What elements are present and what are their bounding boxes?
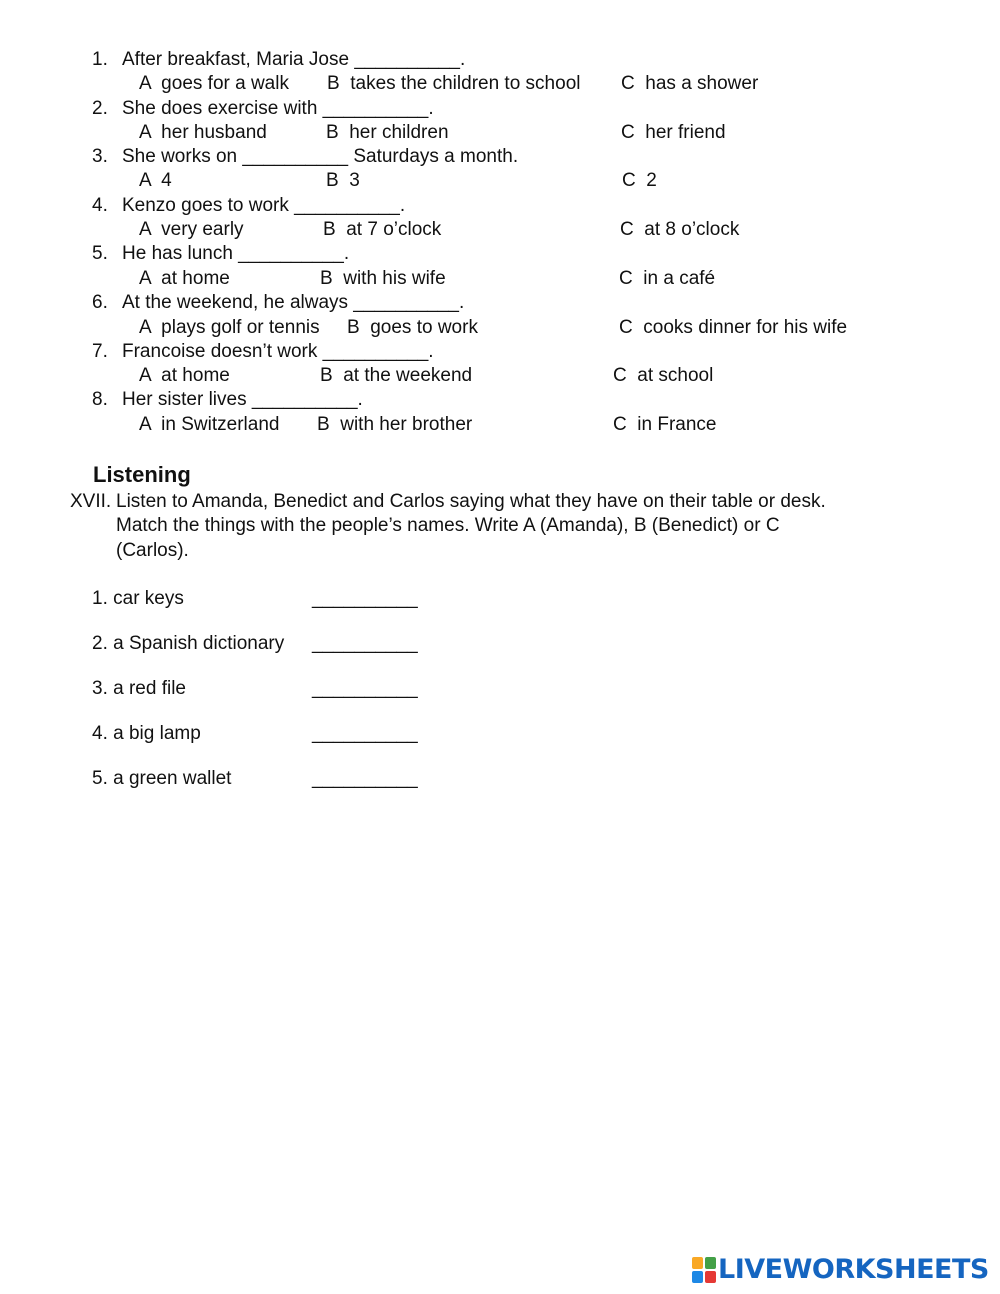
question-text: After breakfast, Maria Jose __________. [122,49,466,70]
option-a: A goes for a walk [139,73,289,94]
option-a: A plays golf or tennis [139,317,320,338]
logo-tile [692,1271,703,1283]
answer-blank[interactable]: __________ [312,768,418,789]
option-c: C 2 [622,170,657,191]
option-c: C at school [613,365,714,386]
answer-blank[interactable]: __________ [312,723,418,744]
answer-blank[interactable]: __________ [312,678,418,699]
option-a: A at home [139,365,230,386]
option-a: A at home [139,268,230,289]
option-a: A in Switzerland [139,414,280,435]
question-text: Kenzo goes to work __________. [122,195,406,216]
option-c: C her friend [621,122,726,143]
logo-tile [705,1257,716,1269]
option-a: A 4 [139,170,172,191]
option-b: B with his wife [320,268,446,289]
option-b: B her children [326,122,449,143]
instruction-line: Match the things with the people’s names. Write A (Amanda), B (Benedict) or C [116,515,780,536]
question-number: 2. [92,98,108,119]
question-text: He has lunch __________. [122,243,350,264]
option-b: B goes to work [347,317,478,338]
match-item-label: 4. a big lamp [92,723,201,744]
question-text: She works on __________ Saturdays a month. [122,146,519,167]
section-heading: Listening [93,462,191,487]
option-c: C in France [613,414,717,435]
option-c: C at 8 o’clock [620,219,740,240]
liveworksheets-brand [692,1253,992,1287]
brand-name: LIVEWORKSHEETS [718,1254,989,1285]
exercise-number: XVII. [70,491,112,512]
instruction-line: Listen to Amanda, Benedict and Carlos saying what they have on their table or desk. [116,491,826,512]
answer-blank[interactable]: __________ [312,633,418,654]
question-text: She does exercise with __________. [122,98,434,119]
option-a: A very early [139,219,244,240]
question-text: Her sister lives __________. [122,389,363,410]
option-b: B with her brother [317,414,473,435]
liveworksheets-logo-icon [692,1257,716,1283]
match-item-label: 3. a red file [92,678,186,699]
option-c: C in a café [619,268,716,289]
question-text: At the weekend, he always __________. [122,292,465,313]
option-c: C cooks dinner for his wife [619,317,848,338]
instruction-line: (Carlos). [116,540,189,561]
match-item-label: 2. a Spanish dictionary [92,633,285,654]
match-item-label: 5. a green wallet [92,768,232,789]
match-item-label: 1. car keys [92,588,184,609]
option-b: B at the weekend [320,365,473,386]
question-number: 4. [92,195,108,216]
option-c: C has a shower [621,73,759,94]
logo-tile [705,1271,716,1283]
logo-tile [692,1257,703,1269]
question-number: 7. [92,341,108,362]
answer-blank[interactable]: __________ [312,588,418,609]
question-number: 6. [92,292,108,313]
question-text: Francoise doesn’t work __________. [122,341,434,362]
option-b: B at 7 o’clock [323,219,442,240]
question-number: 5. [92,243,108,264]
option-b: B 3 [326,170,360,191]
question-number: 1. [92,49,108,70]
option-b: B takes the children to school [327,73,581,94]
question-number: 8. [92,389,108,410]
option-a: A her husband [139,122,267,143]
question-number: 3. [92,146,108,167]
